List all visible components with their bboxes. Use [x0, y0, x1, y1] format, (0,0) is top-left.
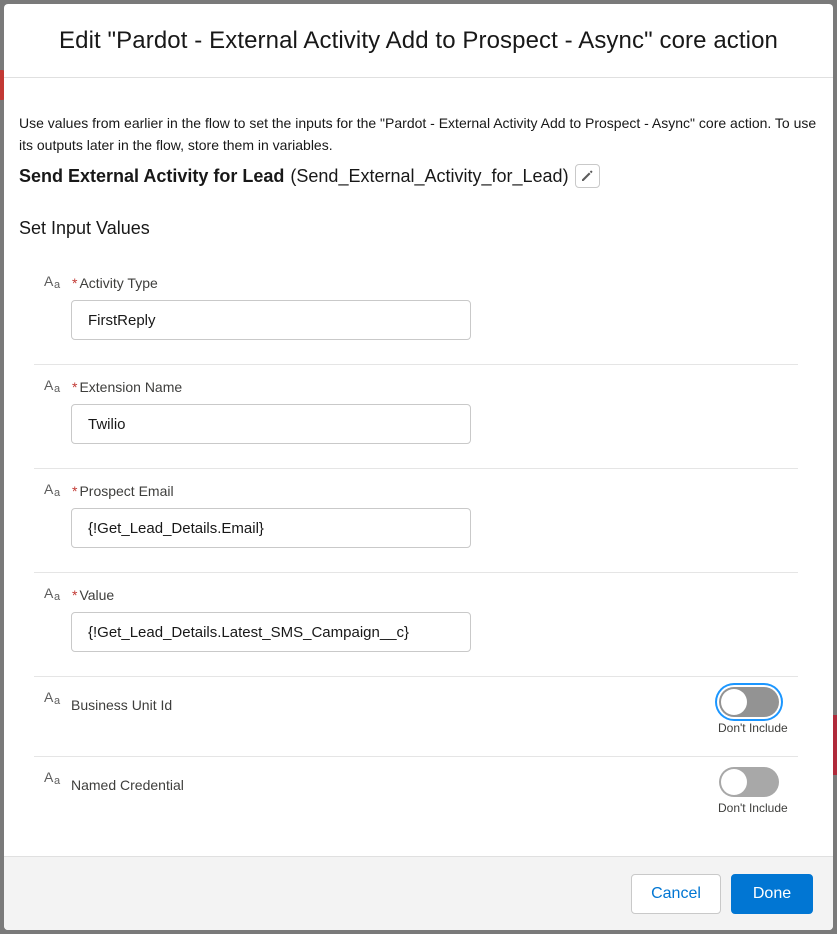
param-row-activity-type [34, 261, 798, 365]
extension-name-input[interactable]: Twilio [71, 404, 471, 444]
field-label: * Prospect Email [72, 483, 174, 499]
field-label: * Extension Name [72, 379, 183, 395]
field-label: * Activity Type [72, 275, 158, 291]
pencil-icon [580, 169, 594, 183]
param-row-value [34, 573, 798, 677]
param-row-prospect-email [34, 469, 798, 573]
activity-type-input[interactable]: FirstReply [71, 300, 471, 340]
required-marker: * [72, 587, 78, 603]
business-unit-id-toggle[interactable] [719, 687, 779, 717]
modal-body [4, 78, 833, 856]
prospect-email-input[interactable]: {!Get_Lead_Details.Email} [71, 508, 471, 548]
action-identity [19, 164, 818, 188]
toggle-knob [721, 769, 747, 795]
modal-description: Use values from earlier in the flow to set the inputs for the "Pardot - External Activity Add to Prospect - Async" core action. To use its outputs later in the flow, store them in variables. [19, 115, 817, 153]
text-type-icon: A a [44, 769, 61, 787]
field-label: * Value [72, 587, 115, 603]
value-input[interactable]: {!Get_Lead_Details.Latest_SMS_Campaign__c} [71, 612, 471, 652]
modal-header [4, 4, 833, 78]
named-credential-toggle[interactable] [719, 767, 779, 797]
text-type-icon: A a [44, 481, 61, 499]
edit-core-action-modal [4, 4, 833, 930]
modal-title: Edit "Pardot - External Activity Add to Prospect - Async" core action [59, 26, 778, 54]
required-marker: * [72, 483, 78, 499]
modal-footer [4, 856, 833, 930]
input-values-list [34, 261, 798, 837]
field-label: Business Unit Id [71, 697, 173, 713]
done-button[interactable]: Done [731, 874, 813, 914]
toggle-knob [721, 689, 747, 715]
toggle-caption: Don't Include [718, 801, 788, 815]
text-type-icon: A a [44, 689, 61, 707]
param-row-business-unit-id [34, 677, 798, 757]
section-heading: Set Input Values [19, 218, 150, 238]
field-label: Named Credential [71, 777, 184, 793]
edit-label-button[interactable] [575, 164, 600, 188]
include-toggle-group [718, 687, 798, 735]
param-row-named-credential [34, 757, 798, 837]
text-type-icon: A a [44, 273, 61, 291]
action-api-name: (Send_External_Activity_for_Lead) [290, 165, 569, 186]
required-marker: * [72, 275, 78, 291]
toggle-caption: Don't Include [718, 721, 788, 735]
text-type-icon: A a [44, 377, 61, 395]
param-row-extension-name [34, 365, 798, 469]
include-toggle-group [718, 767, 798, 815]
cancel-button[interactable]: Cancel [631, 874, 721, 914]
backdrop-canvas-edge-right [833, 715, 837, 775]
action-label: Send External Activity for Lead [19, 165, 285, 186]
required-marker: * [72, 379, 78, 395]
text-type-icon: A a [44, 585, 61, 603]
